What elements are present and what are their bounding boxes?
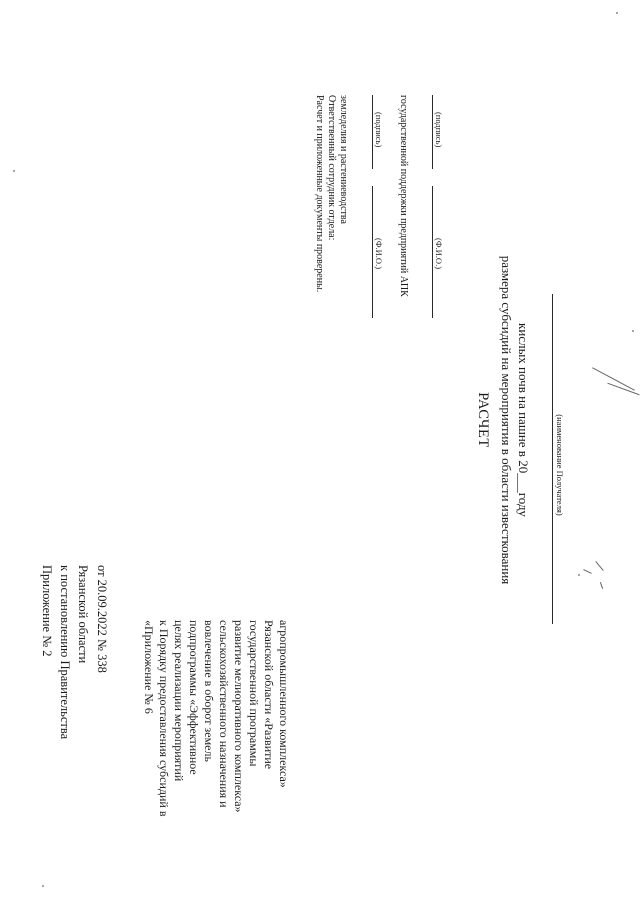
- scan-dot-5: [578, 574, 580, 576]
- scan-mark-4: [583, 569, 592, 574]
- appendix6-line-10: агропромышленного комплекса»: [277, 620, 291, 788]
- name-line-2: [432, 186, 433, 318]
- scan-dot-4: [42, 885, 44, 887]
- appendix-line-4: от 20.09.2022 № 338: [95, 565, 109, 673]
- appendix6-line-4: подпрограммы «Эффективное: [187, 620, 201, 775]
- name-line-1: [372, 186, 373, 318]
- recipient-caption: (наименование Получателя): [555, 414, 565, 516]
- checked-line-1: Расчет и приложенные документы проверены.: [314, 95, 325, 293]
- appendix-line-1: Приложение № 2: [40, 565, 54, 657]
- signature-line-2: [432, 95, 433, 169]
- scan-dot-3: [13, 170, 15, 172]
- recipient-line: [552, 294, 553, 624]
- signature-caption-2: (подпись): [434, 112, 444, 148]
- signature-line-1: [372, 95, 373, 169]
- scan-dot-2: [616, 12, 618, 14]
- checked-line-3: земледелия и растениеводства: [338, 95, 349, 224]
- name-caption-2: (Ф.И.О.): [434, 238, 444, 270]
- name-caption-1: (Ф.И.О.): [374, 238, 384, 270]
- subtitle-line-1: размера субсидий на мероприятия в области известкования: [499, 255, 514, 585]
- document-title: РАСЧЕТ: [475, 392, 491, 448]
- appendix-line-3: Рязанской области: [76, 565, 90, 664]
- dept-apk-label: государственной поддержки предприятий АПК: [398, 95, 409, 297]
- subtitle-line-2: кислых почв на пашне в 20___году: [516, 323, 531, 517]
- appendix6-line-9: Рязанской области «Развитие: [262, 620, 276, 770]
- scan-mark-1: [592, 367, 635, 390]
- scan-mark-3: [595, 561, 603, 571]
- checked-line-2: Ответственный сотрудник отдела:: [326, 95, 337, 241]
- appendix6-line-7: развитие мелиоративного комплекса»: [232, 620, 246, 813]
- appendix6-line-2: к Порядку предоставления субсидий в: [157, 620, 171, 817]
- scan-mark-5: [600, 582, 603, 589]
- signature-caption-1: (подпись): [374, 112, 384, 148]
- appendix6-line-5: вовлечение в оборот земель: [202, 620, 216, 762]
- appendix6-line-8: государственной программы: [247, 620, 261, 767]
- appendix-line-2: к постановлению Правительства: [58, 565, 72, 740]
- appendix6-line-3: целях реализации мероприятий: [172, 620, 186, 782]
- appendix6-line-6: сельскохозяйственного назначения и: [217, 620, 231, 808]
- appendix6-line-1: «Приложение № 6: [142, 620, 156, 714]
- scan-dot-1: [632, 330, 634, 332]
